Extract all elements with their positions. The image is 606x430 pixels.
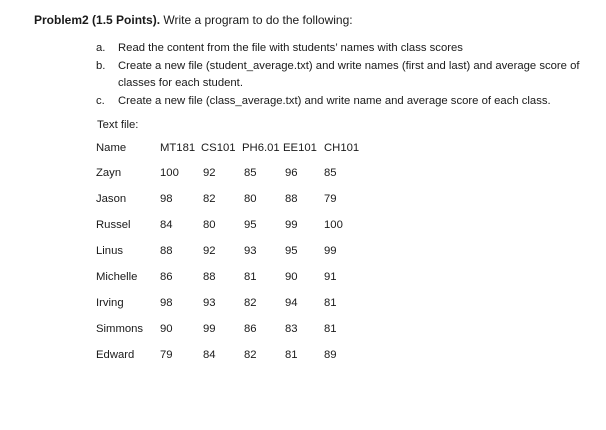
problem-title (34, 13, 353, 28)
problem-heading: Problem2 (1.5 Points). (34, 13, 161, 27)
table-header-row (96, 141, 369, 166)
scores-table (96, 141, 369, 374)
problem-intro: Write a program to do the following: (163, 13, 353, 27)
instruction-text: Create a new file (class_average.txt) and write name and average score of each class. (118, 95, 551, 107)
instruction-item (96, 58, 592, 92)
score-cell: 92 (203, 167, 216, 179)
instruction-text: Read the content from the file with students’ names with class scores (118, 42, 463, 54)
score-cell: 98 (160, 297, 173, 309)
student-name: Linus (96, 245, 124, 257)
column-header-mt181: MT181 (160, 142, 196, 154)
table-row (96, 322, 369, 348)
student-name: Edward (96, 349, 135, 361)
table-row (96, 192, 369, 218)
student-name: Michelle (96, 271, 138, 283)
column-header-name: Name (96, 142, 127, 154)
instruction-item (96, 40, 592, 57)
score-cell: 81 (285, 349, 298, 361)
score-cell: 100 (160, 167, 179, 179)
score-cell: 98 (160, 193, 173, 205)
column-header-ee101: EE101 (283, 142, 317, 154)
score-cell: 82 (244, 297, 257, 309)
score-cell: 80 (244, 193, 257, 205)
score-cell: 100 (324, 219, 343, 231)
score-cell: 82 (203, 193, 216, 205)
student-name: Irving (96, 297, 124, 309)
student-name: Zayn (96, 167, 122, 179)
column-header-cs101: CS101 (201, 142, 236, 154)
score-cell: 89 (324, 349, 337, 361)
student-name: Simmons (96, 323, 144, 335)
score-cell: 84 (160, 219, 173, 231)
instruction-item (96, 93, 592, 110)
instruction-marker: a. (96, 42, 106, 54)
score-cell: 90 (285, 271, 298, 283)
score-cell: 95 (244, 219, 257, 231)
score-cell: 81 (324, 323, 337, 335)
instruction-marker: c. (96, 95, 105, 107)
score-cell: 84 (203, 349, 216, 361)
table-row (96, 296, 369, 322)
score-cell: 99 (324, 245, 337, 257)
instruction-text: Create a new file (student_average.txt) and write names (first and last) and average score of classes for each student. (118, 60, 580, 89)
score-cell: 96 (285, 167, 298, 179)
score-cell: 85 (244, 167, 257, 179)
score-cell: 95 (285, 245, 298, 257)
table-row (96, 348, 369, 374)
score-cell: 81 (244, 271, 257, 283)
score-cell: 99 (285, 219, 298, 231)
score-cell: 79 (160, 349, 173, 361)
instruction-list (96, 40, 592, 110)
score-cell: 94 (285, 297, 298, 309)
table-row (96, 270, 369, 296)
column-header-ph601: PH6.01 (242, 142, 280, 154)
score-cell: 93 (203, 297, 216, 309)
score-cell: 92 (203, 245, 216, 257)
score-cell: 90 (160, 323, 173, 335)
score-cell: 86 (244, 323, 257, 335)
score-cell: 82 (244, 349, 257, 361)
instruction-marker: b. (96, 60, 106, 72)
table-row (96, 244, 369, 270)
score-cell: 80 (203, 219, 216, 231)
score-cell: 86 (160, 271, 173, 283)
score-cell: 85 (324, 167, 337, 179)
score-cell: 81 (324, 297, 337, 309)
score-cell: 88 (160, 245, 173, 257)
column-header-ch101: CH101 (324, 142, 360, 154)
score-cell: 93 (244, 245, 257, 257)
score-cell: 79 (324, 193, 337, 205)
score-cell: 83 (285, 323, 298, 335)
text-file-label: Text file: (97, 119, 139, 131)
score-cell: 88 (203, 271, 216, 283)
table-row (96, 218, 369, 244)
student-name: Russel (96, 219, 131, 231)
score-cell: 91 (324, 271, 337, 283)
table-row (96, 166, 369, 192)
score-cell: 99 (203, 323, 216, 335)
student-name: Jason (96, 193, 127, 205)
score-cell: 88 (285, 193, 298, 205)
